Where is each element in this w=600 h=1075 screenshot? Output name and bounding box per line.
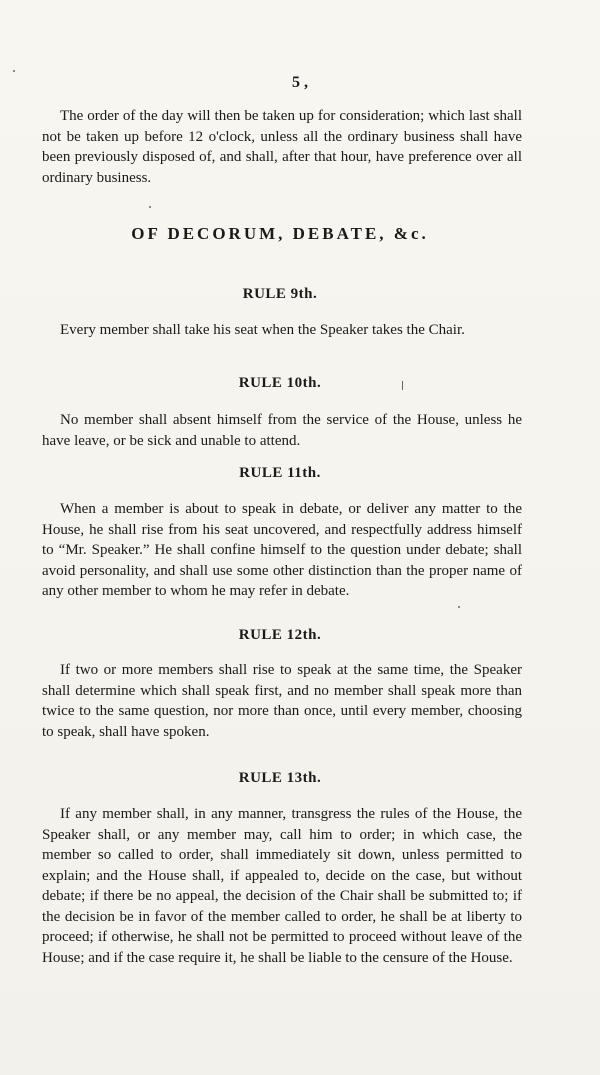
scan-speck xyxy=(13,70,15,72)
rule-heading-10: RULE 10th. xyxy=(238,375,322,391)
rule-heading-12: RULE 12th. xyxy=(238,627,322,643)
rule-body-10 xyxy=(42,410,522,451)
rule-text-12: If two or more members shall rise to speak at the same time, the Speaker shall determine which shall speak first, and no member shall speak more than twice to the same question, nor more than once, until every member, choosing to speak, shall have spoken. xyxy=(42,662,522,740)
section-title: OF DECORUM, DEBATE, &c. xyxy=(131,224,429,243)
intro-paragraph-text: The order of the day will then be taken up for consideration; which last shall not be taken up before 12 o'clock, unless all the ordinary business shall have been previously disposed of, and shall, after that hour, have preference over all ordinary business. xyxy=(42,108,522,186)
rule-body-11 xyxy=(42,499,522,602)
rule-heading-13: RULE 13th. xyxy=(238,770,322,786)
rule-body-12 xyxy=(42,660,522,742)
rule-text-13: If any member shall, in any manner, transgress the rules of the House, the Speaker shall, or any member may, call him to order; in which case, the member so called to order, shall immediately sit down, unless permitted to explain; and the House shall, if appealed to, decide on the case, but without debate; if there be no appeal, the decision of the Chair shall be submitted to; if the decision be in favor of the member called to order, he shall be at liberty to proceed; if otherwise, he shall not be permitted to proceed without leave of the House; and if the case require it, he shall be liable to the censure of the House. xyxy=(42,806,522,966)
scan-speck xyxy=(402,381,403,390)
rule-body-9 xyxy=(42,320,522,341)
rule-text-9: Every member shall take his seat when the Speaker takes the Chair. xyxy=(60,322,465,338)
intro-paragraph xyxy=(42,106,522,188)
scan-speck xyxy=(149,206,151,208)
scan-speck xyxy=(458,606,460,608)
rule-heading-11: RULE 11th. xyxy=(239,465,321,481)
rule-heading-9: RULE 9th. xyxy=(242,286,318,302)
rule-text-11: When a member is about to speak in debate, or deliver any matter to the House, he shall rise from his seat uncovered, and respectfully address himself to “Mr. Speaker.” He shall confine himself to the question under debate; shall avoid personality, and shall use some other distinction than the proper name of any other member to whom he may refer in debate. xyxy=(42,501,522,599)
page-number: 5 , xyxy=(292,74,308,91)
rule-text-10: No member shall absent himself from the service of the House, unless he have leave, or be sick and unable to attend. xyxy=(42,412,522,449)
rule-body-13 xyxy=(42,804,522,968)
